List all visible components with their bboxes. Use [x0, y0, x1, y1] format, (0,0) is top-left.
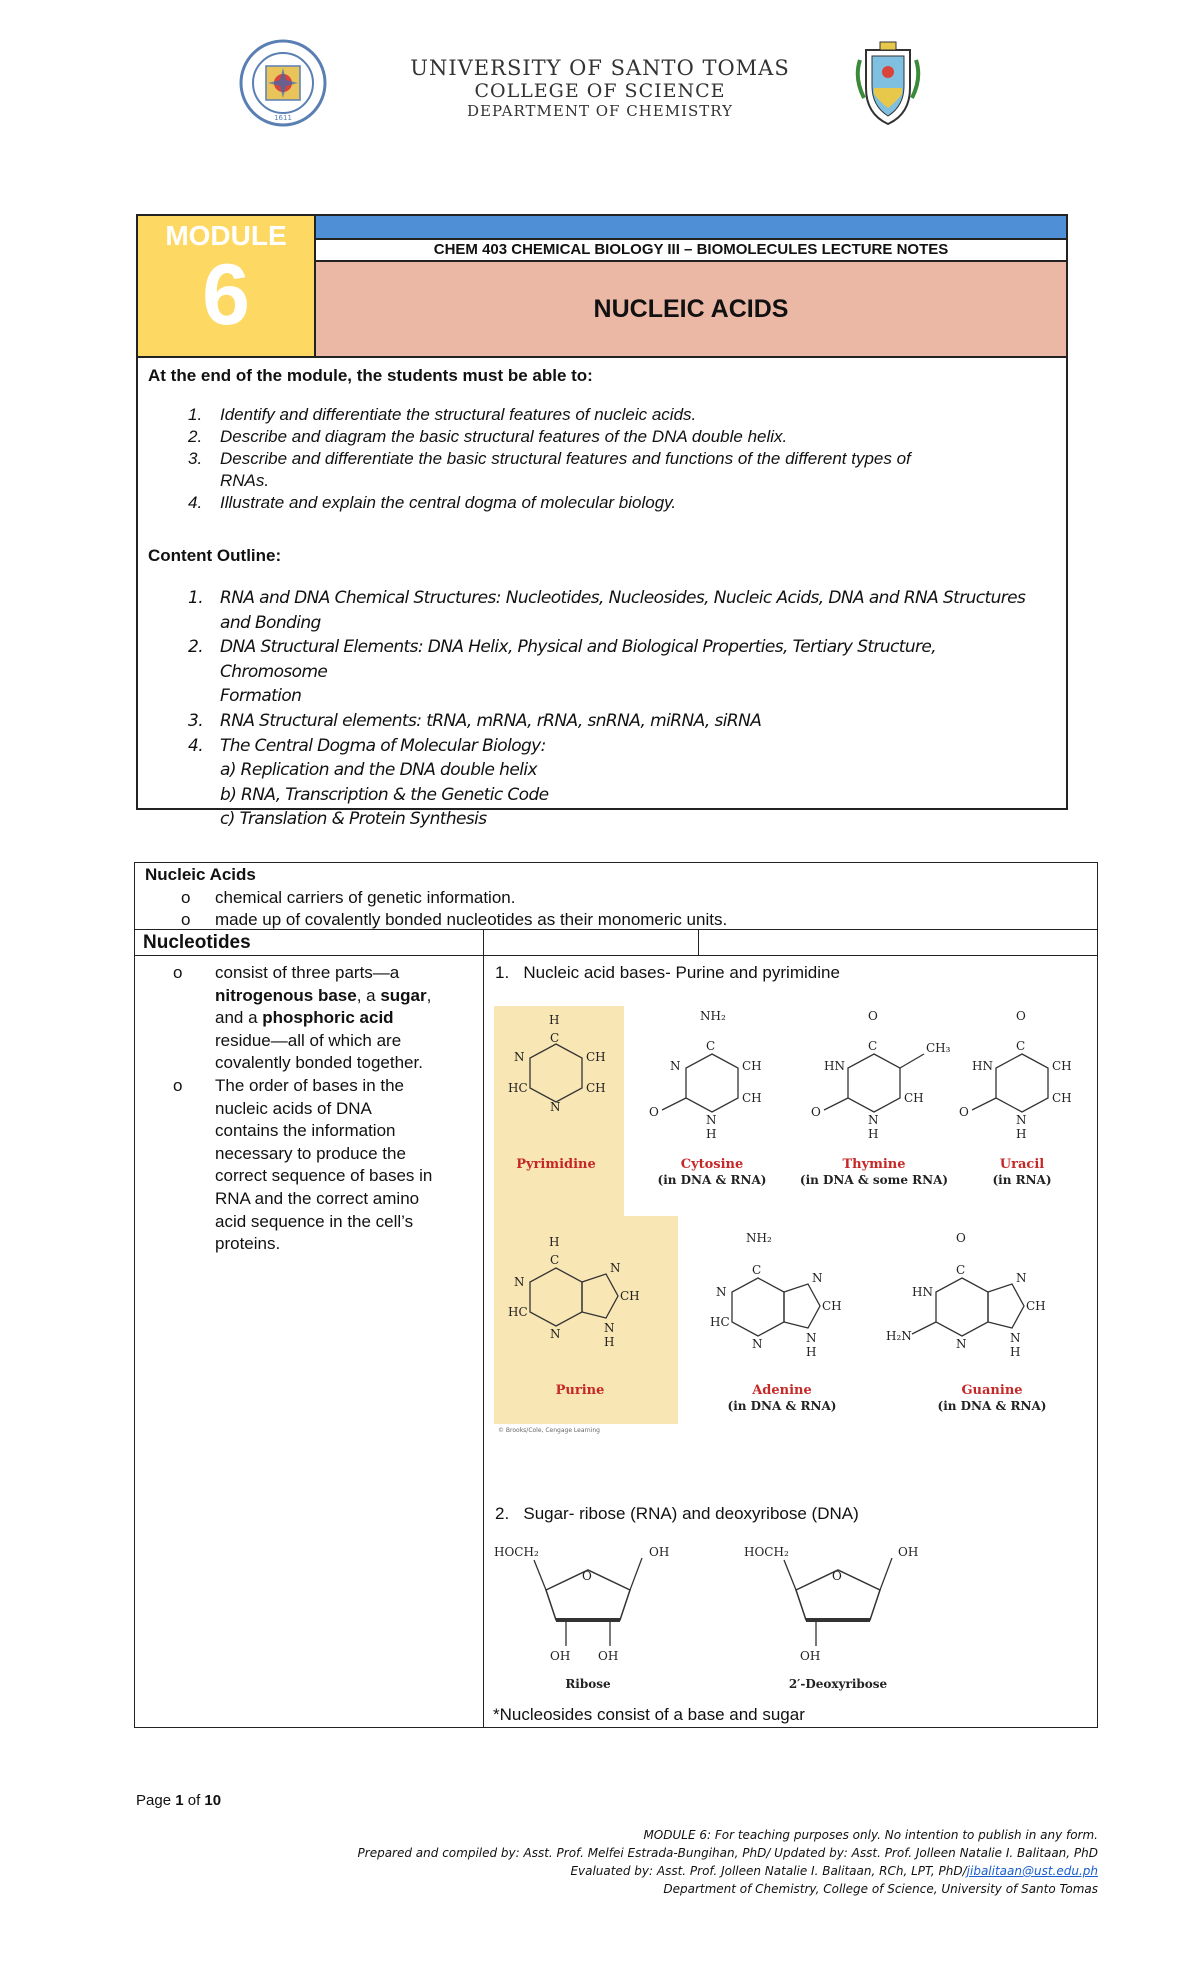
svg-text:N: N — [550, 1100, 561, 1114]
svg-text:NH₂: NH₂ — [700, 1009, 726, 1023]
svg-text:C: C — [956, 1263, 966, 1277]
cytosine-note: (in DNA & RNA) — [657, 1173, 767, 1187]
svg-text:N: N — [610, 1261, 621, 1275]
sugar-item-heading: 2. Sugar- ribose (RNA) and deoxyribose (DNA) — [495, 1504, 859, 1523]
svg-text:N: N — [514, 1050, 525, 1064]
nucleoside-note: *Nucleosides consist of a base and sugar — [493, 1705, 805, 1724]
svg-text:CH: CH — [742, 1091, 762, 1105]
document-footer — [300, 1826, 1098, 1898]
svg-text:CH: CH — [1026, 1299, 1046, 1313]
svg-text:N: N — [812, 1271, 823, 1285]
outline-item: 4. The Central Dogma of Molecular Biology: a) Replication and the DNA double helix b) RNA, Transcription & the Genetic Code c) Translation & Protein Synthesis — [188, 735, 549, 830]
course-title: CHEM 403 CHEMICAL BIOLOGY III – BIOMOLECULES LECTURE NOTES — [316, 240, 1066, 262]
svg-text:C: C — [706, 1039, 716, 1053]
ust-seal-logo — [238, 38, 328, 128]
pyrimidine-label: Pyrimidine — [516, 1157, 596, 1172]
module-info-box — [136, 214, 1068, 830]
svg-text:N: N — [1010, 1331, 1021, 1345]
outline-item: 1. RNA and DNA Chemical Structures: Nucleotides, Nucleosides, Nucleic Acids, DNA and RNA Structures and Bonding — [188, 588, 1026, 633]
svg-text:N: N — [550, 1327, 561, 1341]
svg-text:HN: HN — [824, 1059, 845, 1073]
ribose-label: Ribose — [565, 1677, 611, 1691]
svg-text:C: C — [868, 1039, 878, 1053]
ust-seal-icon — [238, 38, 328, 128]
svg-text:H: H — [1010, 1345, 1021, 1359]
svg-text:O: O — [868, 1009, 878, 1023]
objective-item: 1. Identify and differentiate the structural features of nucleic acids. — [188, 405, 697, 424]
figure-credit: © Brooks/Cole, Cengage Learning — [498, 1427, 600, 1434]
svg-text:O: O — [649, 1105, 659, 1119]
svg-text:C: C — [550, 1253, 560, 1267]
bullet-item: o The order of bases in the nucleic acids of DNA contains the information necessary to produce the correct sequence of bases in RNA and the correct amino acid sequence in the cell’s proteins. — [173, 1075, 433, 1254]
table-column-divider — [483, 929, 484, 1727]
svg-text:OH: OH — [800, 1649, 821, 1663]
objective-item: 2. Describe and diagram the basic structural features of the DNA double helix. — [188, 427, 788, 446]
svg-text:HN: HN — [912, 1285, 933, 1299]
page-number: Page 1 of 10 — [136, 1792, 222, 1809]
module-tile — [138, 216, 316, 358]
svg-text:CH: CH — [742, 1059, 762, 1073]
svg-text:N: N — [806, 1331, 817, 1345]
svg-text:O: O — [959, 1105, 969, 1119]
svg-text:OH: OH — [649, 1545, 670, 1559]
adenine-label: Adenine — [752, 1383, 812, 1398]
svg-text:N: N — [706, 1113, 717, 1127]
svg-text:CH: CH — [904, 1091, 924, 1105]
svg-text:HC: HC — [508, 1305, 528, 1319]
department-name: DEPARTMENT OF CHEMISTRY — [466, 102, 734, 120]
svg-text:O: O — [832, 1569, 842, 1583]
svg-text:HC: HC — [508, 1081, 528, 1095]
purine-label: Purine — [555, 1383, 605, 1398]
svg-text:N: N — [604, 1321, 615, 1335]
svg-text:O: O — [811, 1105, 821, 1119]
svg-text:OH: OH — [550, 1649, 571, 1663]
svg-text:H₂N: H₂N — [886, 1329, 912, 1343]
footer-evaluated-by: Evaluated by: Asst. Prof. Jolleen Natalie I. Balitaan, RCh, LPT, PhD/jibalitaan@ust.edu.ph — [570, 1864, 1098, 1878]
evaluator-email-link[interactable]: jibalitaan@ust.edu.ph — [966, 1864, 1098, 1878]
svg-text:N: N — [752, 1337, 763, 1351]
nucleotides-heading: Nucleotides — [143, 932, 251, 953]
svg-text:CH: CH — [586, 1081, 606, 1095]
footer-department: Department of Chemistry, College of Science, University of Santo Tomas — [663, 1882, 1098, 1896]
ribose-structure — [494, 1545, 669, 1691]
module-title: NUCLEIC ACIDS — [316, 262, 1066, 358]
bullet-item: o consist of three parts—a nitrogenous base, a sugar, and a phosphoric acid residue—all of which are covalently bonded together. — [173, 963, 432, 1073]
svg-text:H: H — [549, 1235, 560, 1249]
svg-text:OH: OH — [598, 1649, 619, 1663]
nucleic-acids-bullets — [135, 887, 1035, 931]
objective-item: 4. Illustrate and explain the central dogma of molecular biology. — [188, 493, 677, 512]
svg-text:NH₂: NH₂ — [746, 1231, 772, 1245]
svg-text:N: N — [670, 1059, 681, 1073]
svg-text:CH: CH — [620, 1289, 640, 1303]
table-column-divider — [698, 929, 699, 955]
svg-text:1611: 1611 — [274, 114, 292, 122]
footer-prepared-by: Prepared and compiled by: Asst. Prof. Melfei Estrada-Bungihan, PhD/ Updated by: Asst. Prof. Jolleen Natalie I. Balitaan, PhD — [357, 1846, 1098, 1860]
guanine-label: Guanine — [961, 1383, 1023, 1398]
svg-text:N: N — [1016, 1271, 1027, 1285]
svg-text:H: H — [868, 1127, 879, 1141]
svg-text:CH: CH — [1052, 1059, 1072, 1073]
outline-item: 3. RNA Structural elements: tRNA, mRNA, rRNA, snRNA, miRNA, siRNA — [188, 710, 762, 731]
sugars-figure-svg — [494, 1536, 934, 1696]
bullet-item: o chemical carriers of genetic information. — [181, 888, 516, 907]
deoxyribose-structure — [744, 1545, 918, 1691]
objectives-list — [148, 404, 1048, 514]
svg-text:O: O — [1016, 1009, 1026, 1023]
svg-text:O: O — [582, 1569, 592, 1583]
svg-text:CH: CH — [586, 1050, 606, 1064]
svg-text:HN: HN — [972, 1059, 993, 1073]
bases-item-heading: 1. Nucleic acid bases- Purine and pyrimidine — [495, 963, 840, 982]
module-number: 6 — [202, 247, 250, 343]
svg-text:H: H — [549, 1013, 560, 1027]
thymine-note: (in DNA & some RNA) — [799, 1173, 949, 1187]
thymine-label: Thymine — [842, 1157, 906, 1172]
college-of-science-crest-icon — [852, 38, 924, 128]
nucleic-acids-heading: Nucleic Acids — [145, 865, 256, 884]
svg-text:C: C — [752, 1263, 762, 1277]
bullet-item: o made up of covalently bonded nucleotides as their monomeric units. — [181, 910, 728, 929]
svg-text:CH: CH — [1052, 1091, 1072, 1105]
nucleic-acid-bases-figure — [494, 1006, 1084, 1436]
svg-text:HOCH₂: HOCH₂ — [744, 1545, 789, 1559]
deoxyribose-label: 2′-Deoxyribose — [788, 1677, 888, 1691]
outline-item: 2. DNA Structural Elements: DNA Helix, Physical and Biological Properties, Tertiary Structure, Chromosome Formation — [188, 637, 937, 707]
svg-text:N: N — [956, 1337, 967, 1351]
svg-text:H: H — [806, 1345, 817, 1359]
college-crest-logo — [852, 38, 924, 128]
bases-figure-svg — [494, 1006, 1084, 1436]
svg-text:H: H — [706, 1127, 717, 1141]
svg-text:C: C — [550, 1031, 560, 1045]
cytosine-label: Cytosine — [680, 1157, 744, 1172]
sugars-figure — [494, 1536, 934, 1696]
svg-text:CH: CH — [822, 1299, 842, 1313]
svg-text:N: N — [1016, 1113, 1027, 1127]
nucleotides-description — [173, 962, 463, 1256]
content-outline-title: Content Outline: — [148, 546, 282, 565]
module-color-bar — [316, 216, 1066, 240]
university-name: UNIVERSITY OF SANTO TOMAS — [410, 56, 790, 80]
svg-text:H: H — [1016, 1127, 1027, 1141]
svg-text:N: N — [514, 1275, 525, 1289]
svg-text:HC: HC — [710, 1315, 730, 1329]
svg-text:CH₃: CH₃ — [926, 1041, 951, 1055]
svg-text:OH: OH — [898, 1545, 919, 1559]
uracil-label: Uracil — [999, 1157, 1045, 1172]
svg-text:N: N — [868, 1113, 879, 1127]
guanine-note: (in DNA & RNA) — [937, 1399, 1047, 1413]
svg-text:HOCH₂: HOCH₂ — [494, 1545, 539, 1559]
adenine-note: (in DNA & RNA) — [727, 1399, 837, 1413]
objectives-intro: At the end of the module, the students must be able to: — [148, 366, 593, 385]
svg-text:C: C — [1016, 1039, 1026, 1053]
svg-text:H: H — [604, 1335, 615, 1349]
uracil-note: (in RNA) — [992, 1173, 1052, 1187]
footer-disclaimer: MODULE 6: For teaching purposes only. No intention to publish in any form. — [643, 1828, 1098, 1842]
svg-text:O: O — [956, 1231, 966, 1245]
university-header — [340, 56, 860, 120]
module-label: MODULE — [165, 220, 287, 251]
svg-text:N: N — [716, 1285, 727, 1299]
content-outline-list — [148, 586, 1048, 832]
college-name: COLLEGE OF SCIENCE — [474, 80, 726, 102]
table-divider — [135, 955, 1097, 956]
objective-item: 3. Describe and differentiate the basic structural features and functions of the different types of RNAs. — [188, 449, 911, 490]
